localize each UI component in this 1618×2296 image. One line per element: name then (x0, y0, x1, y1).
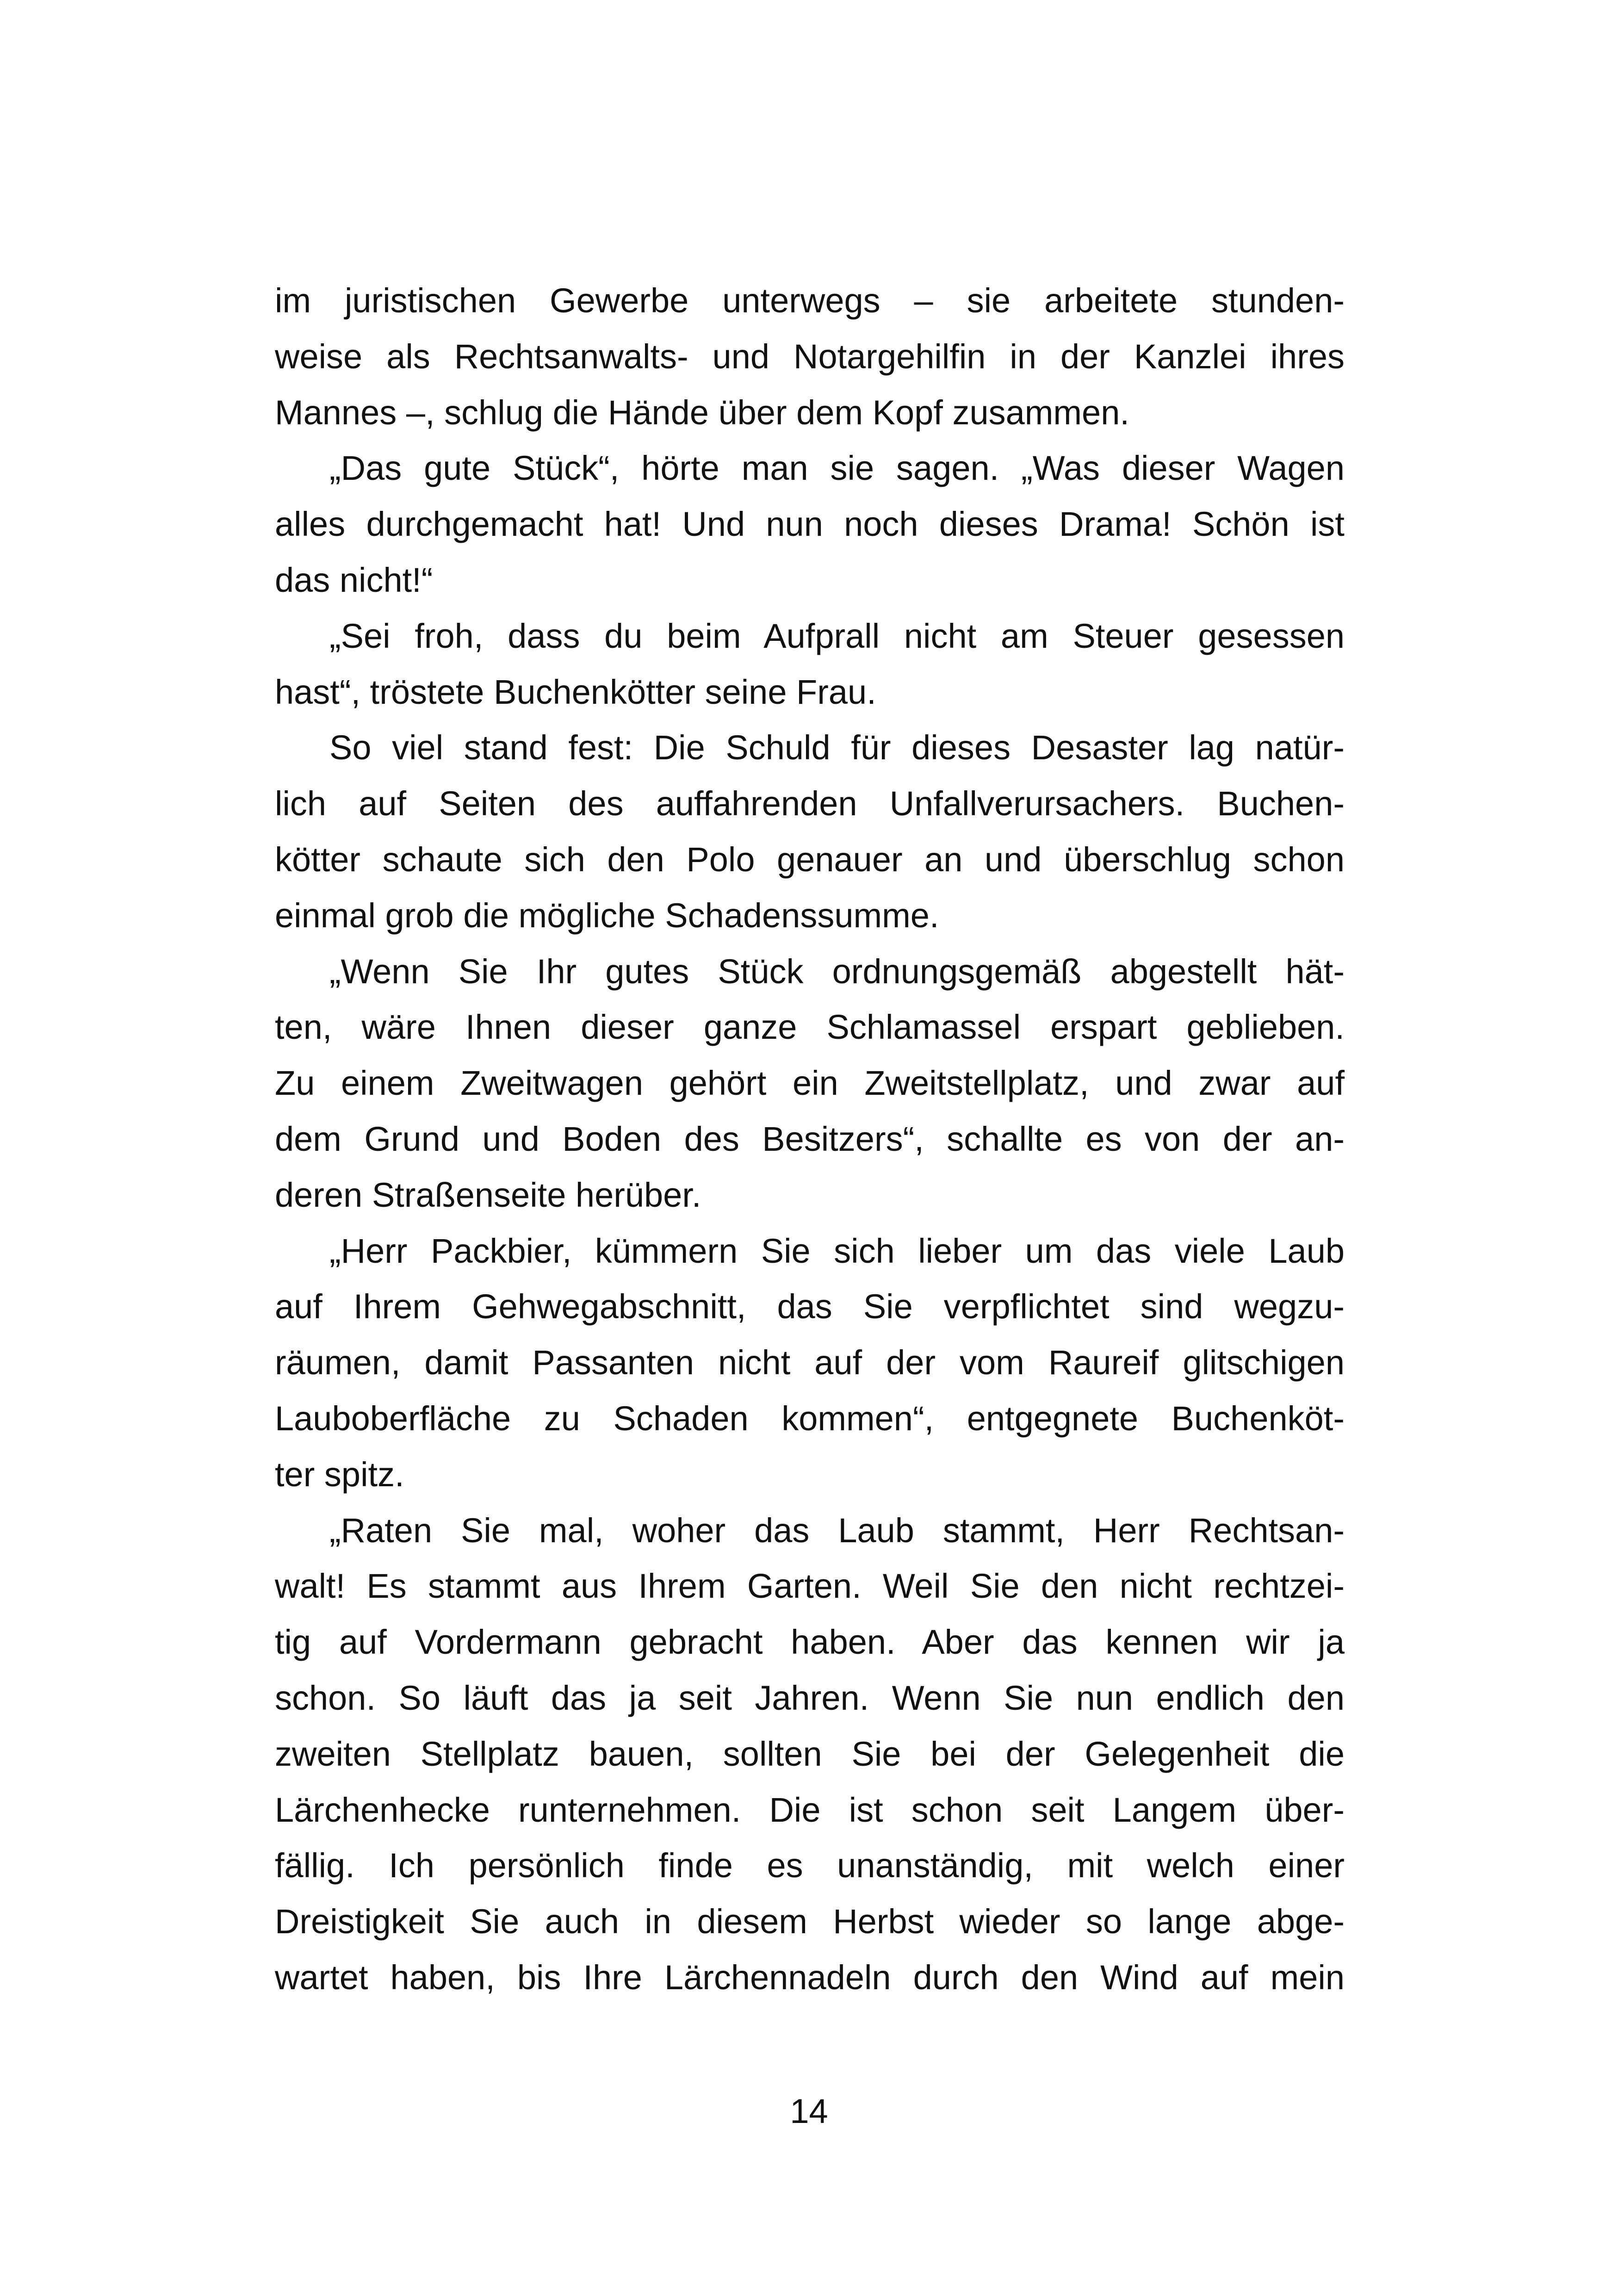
text-line: deren Straßenseite herüber. (275, 1175, 701, 1214)
text-line: „Sei froh, dass du beim Aufprall nicht am Steuer gesessen (329, 616, 1345, 655)
text-line: lich auf Seiten des auffahrenden Unfallverursachers. Buchen- (275, 784, 1345, 823)
text-line: wartet haben, bis Ihre Lärchennadeln durch den Wind auf mein (275, 1958, 1345, 1997)
text-line: Mannes –, schlug die Hände über dem Kopf zusammen. (275, 393, 1129, 432)
text-line: ten, wäre Ihnen dieser ganze Schlamassel erspart geblieben. (275, 1008, 1345, 1047)
text-line: „Herr Packbier, kümmern Sie sich lieber um das viele Laub (329, 1231, 1345, 1270)
text-line: So viel stand fest: Die Schuld für dieses Desaster lag natür- (329, 728, 1345, 767)
text-line: das nicht!“ (275, 560, 433, 599)
text-line: einmal grob die mögliche Schadenssumme. (275, 896, 939, 935)
text-line: walt! Es stammt aus Ihrem Garten. Weil Sie den nicht rechtzei- (275, 1567, 1345, 1606)
text-line: Dreistigkeit Sie auch in diesem Herbst wieder so lange abge- (275, 1902, 1345, 1941)
text-line: weise als Rechtsanwalts- und Notargehilfin in der Kanzlei ihres (275, 337, 1345, 376)
text-line: „Raten Sie mal, woher das Laub stammt, Herr Rechtsan- (329, 1511, 1345, 1550)
text-line: „Wenn Sie Ihr gutes Stück ordnungsgemäß abgestellt hät- (329, 952, 1345, 991)
text-line: auf Ihrem Gehwegabschnitt, das Sie verpflichtet sind wegzu- (275, 1287, 1345, 1326)
body-text (275, 273, 1345, 2006)
text-line: alles durchgemacht hat! Und nun noch dieses Drama! Schön ist (275, 505, 1345, 544)
text-line: im juristischen Gewerbe unterwegs – sie arbeitete stunden- (275, 281, 1345, 320)
text-line: hast“, tröstete Buchenkötter seine Frau. (275, 672, 876, 711)
text-line: räumen, damit Passanten nicht auf der vom Raureif glitschigen (275, 1343, 1345, 1382)
text-line: ter spitz. (275, 1455, 404, 1494)
page-number: 14 (790, 2092, 828, 2130)
text-line: schon. So läuft das ja seit Jahren. Wenn Sie nun endlich den (275, 1678, 1345, 1717)
text-line: dem Grund und Boden des Besitzers“, schallte es von der an- (275, 1119, 1345, 1158)
text-line: fällig. Ich persönlich finde es unanständig, mit welch einer (275, 1846, 1345, 1885)
text-line: zweiten Stellplatz bauen, sollten Sie bei der Gelegenheit die (275, 1734, 1345, 1773)
text-line: kötter schaute sich den Polo genauer an und überschlug schon (275, 840, 1345, 879)
text-line: „Das gute Stück“, hörte man sie sagen. „Was dieser Wagen (329, 449, 1345, 488)
text-line: Lärchenhecke runternehmen. Die ist schon seit Langem über- (275, 1790, 1345, 1829)
text-line: Zu einem Zweitwagen gehört ein Zweitstellplatz, und zwar auf (275, 1064, 1345, 1103)
text-line: Lauboberfläche zu Schaden kommen“, entgegnete Buchenköt- (275, 1399, 1345, 1438)
text-line: tig auf Vordermann gebracht haben. Aber das kennen wir ja (275, 1623, 1345, 1662)
